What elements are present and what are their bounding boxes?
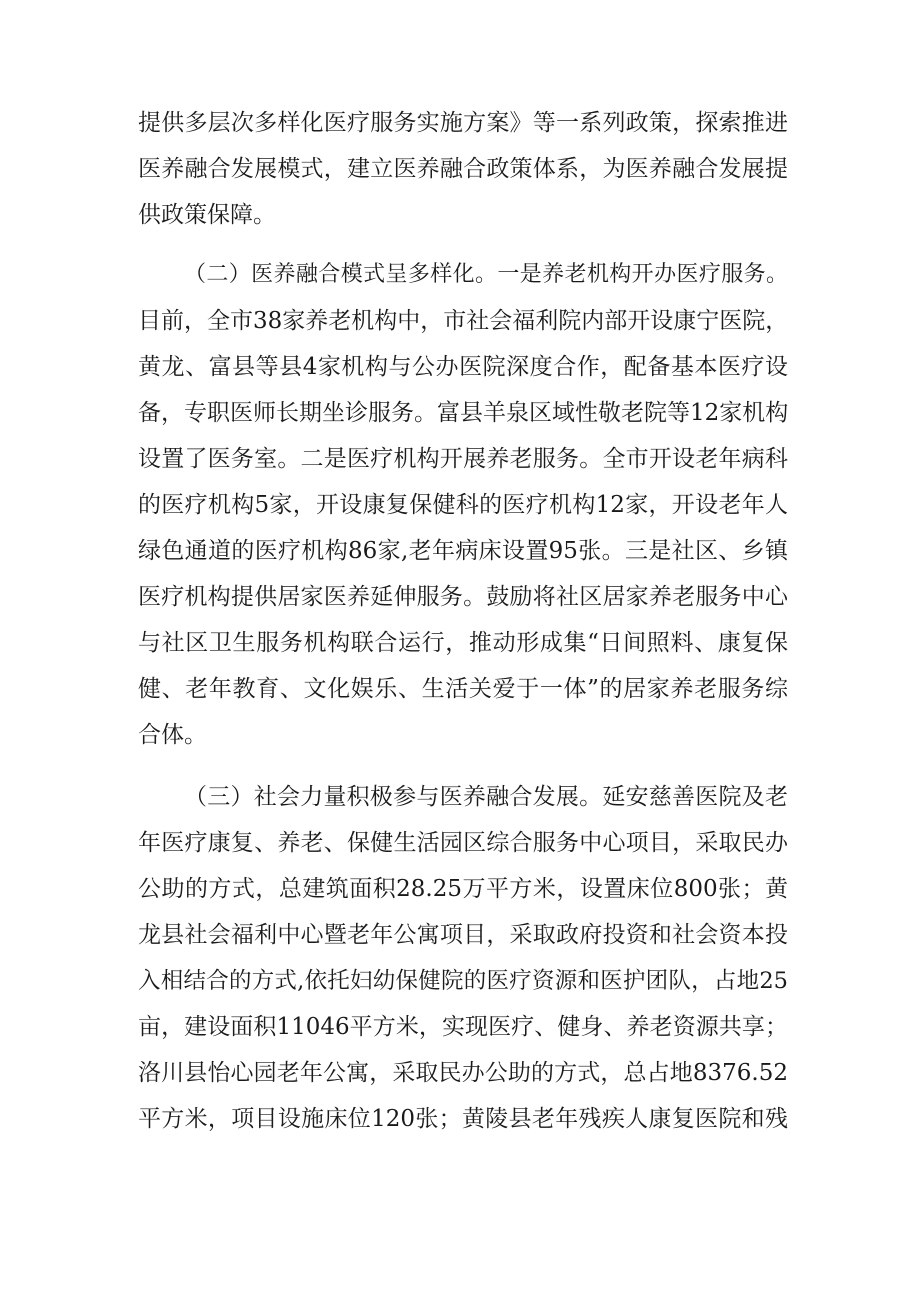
paragraph-1-line-1: 提供多层次多样化医疗服务实施方案》等一系列政策，探索推进 [138, 110, 788, 136]
paragraph-2-line-7: 绿色通道的医疗机构86家,老年病床设置95张。三是社区、乡镇 [138, 538, 788, 564]
paragraph-1-line-2: 医养融合发展模式，建立医养融合政策体系，为医养融合发展提 [138, 156, 788, 182]
paragraph-2-line-6: 的医疗机构5家，开设康复保健科的医疗机构12家，开设老年人 [138, 492, 788, 518]
paragraph-3-line-4: 龙县社会福利中心暨老年公寓项目，采取政府投资和社会资本投 [138, 922, 788, 948]
paragraph-2-line-1: （二）医养融合模式呈多样化。一是养老机构开办医疗服务。 [184, 262, 788, 287]
paragraph-2-line-10: 健、老年教育、文化娱乐、生活关爱于一体”的居家养老服务综 [138, 676, 788, 702]
paragraph-3-line-6: 亩，建设面积11046平方米，实现医疗、健身、养老资源共享； [138, 1014, 788, 1040]
paragraph-3-line-8: 平方米，项目设施床位120张；黄陵县老年残疾人康复医院和残 [138, 1106, 788, 1132]
paragraph-3-line-3: 公助的方式，总建筑面积28.25万平方米，设置床位800张；黄 [138, 876, 788, 902]
paragraph-3-line-2: 年医疗康复、养老、保健生活园区综合服务中心项目，采取民办 [138, 830, 788, 856]
paragraph-3-line-5: 入相结合的方式,依托妇幼保健院的医疗资源和医护团队，占地25 [138, 968, 788, 994]
paragraph-3-line-1: （三）社会力量积极参与医养融合发展。延安慈善医院及老 [184, 784, 788, 810]
paragraph-2-line-3: 黄龙、富县等县4家机构与公办医院深度合作，配备基本医疗设 [138, 354, 788, 380]
paragraph-2-line-8: 医疗机构提供居家医养延伸服务。鼓励将社区居家养老服务中心 [138, 584, 788, 610]
paragraph-2-line-11: 合体。 [138, 722, 207, 748]
paragraph-2-line-5: 设置了医务室。二是医疗机构开展养老服务。全市开设老年病科 [138, 446, 788, 472]
paragraph-3-line-7: 洛川县怡心园老年公寓，采取民办公助的方式，总占地8376.52 [138, 1060, 788, 1086]
paragraph-2-line-4: 备，专职医师长期坐诊服务。富县羊泉区域性敬老院等12家机构 [138, 400, 789, 426]
paragraph-1-line-3: 供政策保障。 [138, 202, 276, 228]
paragraph-2-line-9: 与社区卫生服务机构联合运行，推动形成集“日间照料、康复保 [138, 630, 788, 656]
paragraph-2-line-2: 目前，全市38家养老机构中，市社会福利院内部开设康宁医院， [138, 308, 789, 334]
